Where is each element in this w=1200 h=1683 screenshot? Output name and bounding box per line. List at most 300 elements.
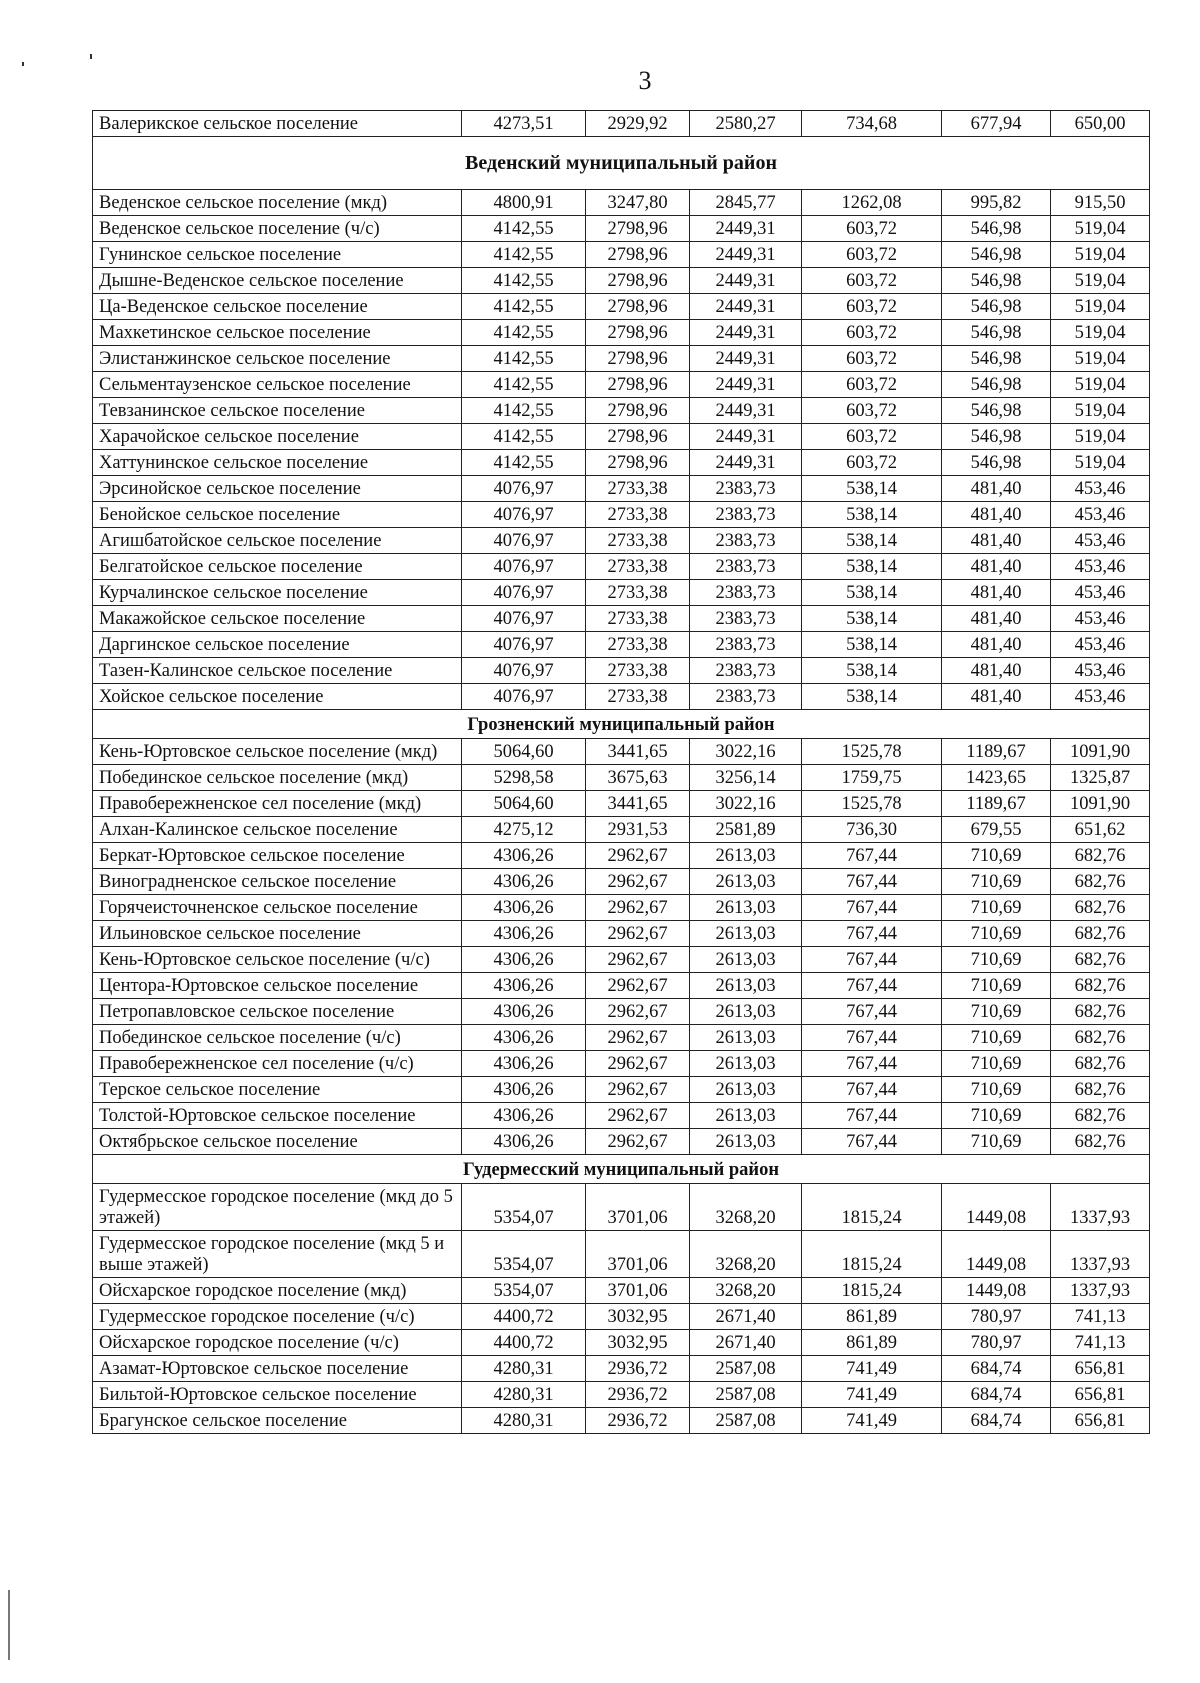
- rate-value-3: 3256,14: [690, 765, 802, 791]
- settlement-name: Кень-Юртовское сельское поселение (мкд): [93, 739, 462, 765]
- rate-value-5: 710,69: [942, 1129, 1051, 1155]
- rate-value-5: 710,69: [942, 947, 1051, 973]
- rate-value-5: 546,98: [942, 242, 1051, 268]
- district-title: Грозненский муниципальный район: [93, 710, 1150, 739]
- table-row: [93, 1304, 1150, 1330]
- rate-value-3: 2671,40: [690, 1330, 802, 1356]
- district-header-row: [93, 137, 1150, 190]
- rate-value-3: 2383,73: [690, 658, 802, 684]
- rate-value-2: 2962,67: [586, 973, 690, 999]
- rate-value-2: 2798,96: [586, 268, 690, 294]
- settlement-name: Валерикское сельское поселение: [93, 111, 462, 137]
- rate-value-4: 741,49: [802, 1356, 942, 1382]
- rate-value-3: 3022,16: [690, 791, 802, 817]
- settlement-name: Горячеисточненское сельское поселение: [93, 895, 462, 921]
- rate-value-2: 2798,96: [586, 320, 690, 346]
- settlement-name: Октябрьское сельское поселение: [93, 1129, 462, 1155]
- rate-value-4: 538,14: [802, 658, 942, 684]
- rate-value-3: 2613,03: [690, 973, 802, 999]
- rate-value-1: 4076,97: [462, 476, 586, 502]
- table-row: [93, 1184, 1150, 1231]
- rate-value-3: 2449,31: [690, 346, 802, 372]
- settlement-name: Харачойское сельское поселение: [93, 424, 462, 450]
- settlement-name: Белгатойское сельское поселение: [93, 554, 462, 580]
- rate-value-5: 710,69: [942, 869, 1051, 895]
- settlement-name: Ойсхарское городское поселение (ч/с): [93, 1330, 462, 1356]
- settlement-name: Веденское сельское поселение (мкд): [93, 190, 462, 216]
- table-row: [93, 632, 1150, 658]
- rate-value-4: 1759,75: [802, 765, 942, 791]
- page-number: 3: [638, 66, 652, 95]
- rate-value-4: 741,49: [802, 1408, 942, 1434]
- rate-value-6: 741,13: [1051, 1304, 1150, 1330]
- rate-value-3: 2449,31: [690, 216, 802, 242]
- rate-value-3: 2449,31: [690, 320, 802, 346]
- rate-value-1: 5064,60: [462, 791, 586, 817]
- table-row: [93, 1077, 1150, 1103]
- rate-value-3: 3268,20: [690, 1184, 802, 1231]
- rate-value-2: 3247,80: [586, 190, 690, 216]
- rate-value-2: 3701,06: [586, 1184, 690, 1231]
- settlement-name: Тазен-Калинское сельское поселение: [93, 658, 462, 684]
- rate-value-4: 603,72: [802, 216, 942, 242]
- rate-value-1: 4076,97: [462, 632, 586, 658]
- rate-value-6: 519,04: [1051, 320, 1150, 346]
- rate-value-1: 4306,26: [462, 1129, 586, 1155]
- rate-value-2: 2962,67: [586, 843, 690, 869]
- rate-value-3: 2449,31: [690, 398, 802, 424]
- table-row: [93, 1051, 1150, 1077]
- table-row: [93, 658, 1150, 684]
- table-row: [93, 294, 1150, 320]
- table-row: [93, 216, 1150, 242]
- rate-value-5: 710,69: [942, 1077, 1051, 1103]
- settlement-name: Тевзанинское сельское поселение: [93, 398, 462, 424]
- table-row: [93, 450, 1150, 476]
- rate-value-4: 1815,24: [802, 1278, 942, 1304]
- table-body: [93, 111, 1150, 1434]
- rate-value-6: 453,46: [1051, 476, 1150, 502]
- table-row: [93, 398, 1150, 424]
- rate-value-2: 2798,96: [586, 450, 690, 476]
- rate-value-3: 2613,03: [690, 1051, 802, 1077]
- rate-value-6: 682,76: [1051, 843, 1150, 869]
- settlement-name: Эрсинойское сельское поселение: [93, 476, 462, 502]
- rate-value-5: 481,40: [942, 632, 1051, 658]
- settlement-name: Ильиновское сельское поселение: [93, 921, 462, 947]
- table-row: [93, 1231, 1150, 1278]
- rate-value-5: 710,69: [942, 921, 1051, 947]
- rate-value-4: 767,44: [802, 947, 942, 973]
- settlement-name: Бенойское сельское поселение: [93, 502, 462, 528]
- rate-value-4: 861,89: [802, 1304, 942, 1330]
- district-title: Гудермесский муниципальный район: [93, 1155, 1150, 1184]
- rate-value-3: 2383,73: [690, 476, 802, 502]
- rate-value-1: 4306,26: [462, 843, 586, 869]
- rate-value-5: 546,98: [942, 320, 1051, 346]
- rate-value-1: 4142,55: [462, 398, 586, 424]
- table-row: [93, 424, 1150, 450]
- rate-value-6: 453,46: [1051, 528, 1150, 554]
- rate-value-5: 684,74: [942, 1382, 1051, 1408]
- rate-value-2: 2936,72: [586, 1408, 690, 1434]
- rate-value-1: 5354,07: [462, 1278, 586, 1304]
- rate-value-5: 1189,67: [942, 791, 1051, 817]
- rate-value-6: 519,04: [1051, 346, 1150, 372]
- rate-value-1: 4306,26: [462, 1025, 586, 1051]
- table-row: [93, 973, 1150, 999]
- table-row: [93, 1103, 1150, 1129]
- rate-value-4: 767,44: [802, 895, 942, 921]
- rate-value-6: 519,04: [1051, 398, 1150, 424]
- rate-value-2: 3441,65: [586, 739, 690, 765]
- rate-value-1: 4306,26: [462, 947, 586, 973]
- settlement-name: Правобережненское сел поселение (ч/с): [93, 1051, 462, 1077]
- rate-value-6: 682,76: [1051, 1129, 1150, 1155]
- table-row: [93, 1025, 1150, 1051]
- rate-value-3: 2845,77: [690, 190, 802, 216]
- rate-value-5: 780,97: [942, 1330, 1051, 1356]
- rate-value-3: 2383,73: [690, 528, 802, 554]
- rate-value-6: 453,46: [1051, 580, 1150, 606]
- rate-value-1: 4306,26: [462, 1103, 586, 1129]
- rate-value-5: 995,82: [942, 190, 1051, 216]
- table-row: [93, 895, 1150, 921]
- rate-value-3: 2449,31: [690, 268, 802, 294]
- settlement-name: Центора-Юртовское сельское поселение: [93, 973, 462, 999]
- rate-value-6: 682,76: [1051, 1025, 1150, 1051]
- rate-value-5: 481,40: [942, 658, 1051, 684]
- rate-value-1: 4076,97: [462, 502, 586, 528]
- rate-value-6: 519,04: [1051, 268, 1150, 294]
- settlement-name: Гудермесское городское поселение (ч/с): [93, 1304, 462, 1330]
- rate-value-1: 4142,55: [462, 346, 586, 372]
- settlement-name: Ойсхарское городское поселение (мкд): [93, 1278, 462, 1304]
- rate-value-2: 3032,95: [586, 1304, 690, 1330]
- rate-value-4: 767,44: [802, 921, 942, 947]
- rate-value-3: 2580,27: [690, 111, 802, 137]
- rate-value-2: 3032,95: [586, 1330, 690, 1356]
- rate-value-3: 2613,03: [690, 869, 802, 895]
- table-row: [93, 765, 1150, 791]
- table-row: [93, 739, 1150, 765]
- rate-value-4: 538,14: [802, 554, 942, 580]
- rate-value-3: 2613,03: [690, 1103, 802, 1129]
- rate-value-4: 767,44: [802, 1025, 942, 1051]
- rate-value-6: 682,76: [1051, 1051, 1150, 1077]
- rate-value-3: 2613,03: [690, 843, 802, 869]
- rate-value-1: 4142,55: [462, 294, 586, 320]
- settlement-name: Правобережненское сел поселение (мкд): [93, 791, 462, 817]
- rate-value-4: 603,72: [802, 398, 942, 424]
- settlement-name: Элистанжинское сельское поселение: [93, 346, 462, 372]
- rate-value-4: 767,44: [802, 869, 942, 895]
- rate-value-3: 2449,31: [690, 450, 802, 476]
- rate-value-1: 4142,55: [462, 320, 586, 346]
- rate-value-5: 546,98: [942, 450, 1051, 476]
- rate-value-6: 1325,87: [1051, 765, 1150, 791]
- settlement-name: Гудермесское городское поселение (мкд 5 и выше этажей): [93, 1231, 462, 1278]
- rate-value-4: 861,89: [802, 1330, 942, 1356]
- rate-value-2: 2936,72: [586, 1356, 690, 1382]
- rate-value-1: 4280,31: [462, 1382, 586, 1408]
- rate-value-1: 4142,55: [462, 242, 586, 268]
- table-row: [93, 268, 1150, 294]
- rate-value-4: 767,44: [802, 973, 942, 999]
- rate-value-1: 4076,97: [462, 580, 586, 606]
- settlement-name: Гудермесское городское поселение (мкд до 5 этажей): [93, 1184, 462, 1231]
- table-row: [93, 346, 1150, 372]
- rate-value-3: 2581,89: [690, 817, 802, 843]
- settlement-name: Алхан-Калинское сельское поселение: [93, 817, 462, 843]
- settlement-name: Виноградненское сельское поселение: [93, 869, 462, 895]
- rate-value-3: 2449,31: [690, 372, 802, 398]
- rate-value-6: 682,76: [1051, 999, 1150, 1025]
- rate-value-4: 603,72: [802, 320, 942, 346]
- rate-value-1: 4306,26: [462, 1051, 586, 1077]
- rate-value-6: 656,81: [1051, 1382, 1150, 1408]
- rate-value-6: 519,04: [1051, 372, 1150, 398]
- rate-value-3: 2613,03: [690, 921, 802, 947]
- rate-value-5: 679,55: [942, 817, 1051, 843]
- table-row: [93, 1382, 1150, 1408]
- rate-value-4: 741,49: [802, 1382, 942, 1408]
- rate-value-2: 2962,67: [586, 869, 690, 895]
- rate-value-2: 2798,96: [586, 216, 690, 242]
- rate-value-2: 2962,67: [586, 1129, 690, 1155]
- rate-value-6: 915,50: [1051, 190, 1150, 216]
- rate-value-2: 2931,53: [586, 817, 690, 843]
- rate-value-2: 2962,67: [586, 999, 690, 1025]
- rate-value-3: 2383,73: [690, 554, 802, 580]
- rate-value-1: 4280,31: [462, 1408, 586, 1434]
- rate-value-5: 710,69: [942, 999, 1051, 1025]
- rate-value-5: 481,40: [942, 580, 1051, 606]
- rate-value-2: 2962,67: [586, 1025, 690, 1051]
- settlement-name: Даргинское сельское поселение: [93, 632, 462, 658]
- rate-value-3: 2613,03: [690, 999, 802, 1025]
- rate-value-1: 4076,97: [462, 554, 586, 580]
- rate-value-4: 538,14: [802, 606, 942, 632]
- rate-value-6: 656,81: [1051, 1356, 1150, 1382]
- rate-value-4: 538,14: [802, 502, 942, 528]
- rate-value-6: 651,62: [1051, 817, 1150, 843]
- rate-value-2: 2733,38: [586, 528, 690, 554]
- settlement-name: Петропавловское сельское поселение: [93, 999, 462, 1025]
- rate-value-6: 741,13: [1051, 1330, 1150, 1356]
- rate-value-6: 682,76: [1051, 921, 1150, 947]
- tariff-table: [92, 110, 1150, 1434]
- rate-value-1: 4142,55: [462, 268, 586, 294]
- rate-value-5: 1449,08: [942, 1184, 1051, 1231]
- rate-value-6: 453,46: [1051, 606, 1150, 632]
- settlement-name: Брагунское сельское поселение: [93, 1408, 462, 1434]
- table-row: [93, 1408, 1150, 1434]
- rate-value-3: 3268,20: [690, 1231, 802, 1278]
- rate-value-4: 603,72: [802, 424, 942, 450]
- rate-value-3: 2671,40: [690, 1304, 802, 1330]
- rate-value-6: 1091,90: [1051, 739, 1150, 765]
- table-row: [93, 476, 1150, 502]
- rate-value-2: 2733,38: [586, 580, 690, 606]
- rate-value-4: 603,72: [802, 372, 942, 398]
- rate-value-4: 1815,24: [802, 1184, 942, 1231]
- rate-value-2: 2733,38: [586, 502, 690, 528]
- rate-value-1: 4306,26: [462, 895, 586, 921]
- rate-value-4: 1525,78: [802, 739, 942, 765]
- rate-value-1: 4076,97: [462, 528, 586, 554]
- rate-value-1: 4280,31: [462, 1356, 586, 1382]
- rate-value-6: 1337,93: [1051, 1184, 1150, 1231]
- rate-value-1: 4306,26: [462, 973, 586, 999]
- rate-value-3: 3022,16: [690, 739, 802, 765]
- rate-value-3: 2383,73: [690, 606, 802, 632]
- rate-value-5: 710,69: [942, 973, 1051, 999]
- rate-value-3: 2613,03: [690, 1025, 802, 1051]
- table-row: [93, 580, 1150, 606]
- rate-value-4: 538,14: [802, 476, 942, 502]
- settlement-name: Толстой-Юртовское сельское поселение: [93, 1103, 462, 1129]
- rate-value-1: 5064,60: [462, 739, 586, 765]
- settlement-name: Кень-Юртовское сельское поселение (ч/с): [93, 947, 462, 973]
- settlement-name: Гунинское сельское поселение: [93, 242, 462, 268]
- rate-value-5: 1189,67: [942, 739, 1051, 765]
- rate-value-5: 1449,08: [942, 1231, 1051, 1278]
- rate-value-3: 2383,73: [690, 580, 802, 606]
- rate-value-1: 4275,12: [462, 817, 586, 843]
- rate-value-4: 603,72: [802, 346, 942, 372]
- district-header-row: [93, 1155, 1150, 1184]
- rate-value-5: 710,69: [942, 895, 1051, 921]
- rate-value-6: 1091,90: [1051, 791, 1150, 817]
- rate-value-1: 4306,26: [462, 869, 586, 895]
- rate-value-1: 4306,26: [462, 999, 586, 1025]
- rate-value-2: 2962,67: [586, 921, 690, 947]
- rate-value-5: 546,98: [942, 294, 1051, 320]
- rate-value-4: 767,44: [802, 999, 942, 1025]
- rate-value-2: 2962,67: [586, 947, 690, 973]
- rate-value-3: 2613,03: [690, 1077, 802, 1103]
- table-row: [93, 190, 1150, 216]
- rate-value-4: 767,44: [802, 1077, 942, 1103]
- rate-value-1: 4142,55: [462, 372, 586, 398]
- rate-value-6: 519,04: [1051, 216, 1150, 242]
- rate-value-4: 603,72: [802, 294, 942, 320]
- rate-value-4: 603,72: [802, 268, 942, 294]
- rate-value-1: 4400,72: [462, 1330, 586, 1356]
- settlement-name: Махкетинское сельское поселение: [93, 320, 462, 346]
- rate-value-1: 4400,72: [462, 1304, 586, 1330]
- rate-value-5: 546,98: [942, 268, 1051, 294]
- rate-value-2: 2962,67: [586, 1077, 690, 1103]
- table-row: [93, 684, 1150, 710]
- rate-value-2: 2798,96: [586, 424, 690, 450]
- rate-value-3: 3268,20: [690, 1278, 802, 1304]
- settlement-name: Агишбатойское сельское поселение: [93, 528, 462, 554]
- rate-value-6: 682,76: [1051, 869, 1150, 895]
- table-row: [93, 843, 1150, 869]
- rate-value-4: 538,14: [802, 580, 942, 606]
- rate-value-2: 2798,96: [586, 372, 690, 398]
- rate-value-3: 2449,31: [690, 242, 802, 268]
- rate-value-1: 5298,58: [462, 765, 586, 791]
- table-row: [93, 111, 1150, 137]
- rate-value-2: 2962,67: [586, 1103, 690, 1129]
- rate-value-1: 4306,26: [462, 921, 586, 947]
- rate-value-2: 2798,96: [586, 398, 690, 424]
- rate-value-6: 519,04: [1051, 242, 1150, 268]
- rate-value-6: 1337,93: [1051, 1278, 1150, 1304]
- table-row: [93, 502, 1150, 528]
- rate-value-5: 710,69: [942, 1051, 1051, 1077]
- settlement-name: Макажойское сельское поселение: [93, 606, 462, 632]
- table-row: [93, 1356, 1150, 1382]
- rate-value-3: 2383,73: [690, 502, 802, 528]
- rate-value-5: 546,98: [942, 346, 1051, 372]
- table-row: [93, 999, 1150, 1025]
- settlement-name: Беркат-Юртовское сельское поселение: [93, 843, 462, 869]
- rate-value-1: 4800,91: [462, 190, 586, 216]
- rate-value-5: 481,40: [942, 554, 1051, 580]
- table-row: [93, 606, 1150, 632]
- rate-value-6: 453,46: [1051, 554, 1150, 580]
- rate-value-2: 2962,67: [586, 895, 690, 921]
- rate-value-2: 3441,65: [586, 791, 690, 817]
- rate-value-1: 4076,97: [462, 684, 586, 710]
- rate-value-1: 4142,55: [462, 424, 586, 450]
- rate-value-3: 2383,73: [690, 684, 802, 710]
- table-row: [93, 320, 1150, 346]
- rate-value-3: 2449,31: [690, 294, 802, 320]
- scan-edge-line: [8, 1590, 10, 1660]
- rate-value-2: 2733,38: [586, 554, 690, 580]
- rate-value-5: 481,40: [942, 528, 1051, 554]
- rate-value-4: 538,14: [802, 684, 942, 710]
- rate-value-6: 682,76: [1051, 947, 1150, 973]
- rate-value-2: 2733,38: [586, 658, 690, 684]
- rate-value-3: 2587,08: [690, 1356, 802, 1382]
- rate-value-4: 734,68: [802, 111, 942, 137]
- rate-value-4: 767,44: [802, 1103, 942, 1129]
- rate-value-6: 682,76: [1051, 1103, 1150, 1129]
- rate-value-1: 5354,07: [462, 1231, 586, 1278]
- rate-value-5: 684,74: [942, 1408, 1051, 1434]
- rate-value-6: 453,46: [1051, 502, 1150, 528]
- rate-value-6: 656,81: [1051, 1408, 1150, 1434]
- settlement-name: Побединское сельское поселение (мкд): [93, 765, 462, 791]
- rate-value-2: 2798,96: [586, 242, 690, 268]
- rate-value-5: 710,69: [942, 1025, 1051, 1051]
- rate-value-3: 2587,08: [690, 1408, 802, 1434]
- rate-value-2: 2798,96: [586, 294, 690, 320]
- district-header-row: [93, 710, 1150, 739]
- rate-value-4: 736,30: [802, 817, 942, 843]
- rate-value-2: 3675,63: [586, 765, 690, 791]
- table-row: [93, 817, 1150, 843]
- settlement-name: Хаттунинское сельское поселение: [93, 450, 462, 476]
- rate-value-4: 767,44: [802, 1129, 942, 1155]
- table-row: [93, 1278, 1150, 1304]
- rate-value-5: 481,40: [942, 606, 1051, 632]
- rate-value-6: 682,76: [1051, 1077, 1150, 1103]
- rate-value-6: 650,00: [1051, 111, 1150, 137]
- rate-value-5: 780,97: [942, 1304, 1051, 1330]
- district-title: Веденский муниципальный район: [93, 137, 1150, 190]
- scan-speck: [90, 54, 92, 59]
- rate-value-5: 1423,65: [942, 765, 1051, 791]
- rate-value-6: 453,46: [1051, 684, 1150, 710]
- rate-value-2: 2733,38: [586, 684, 690, 710]
